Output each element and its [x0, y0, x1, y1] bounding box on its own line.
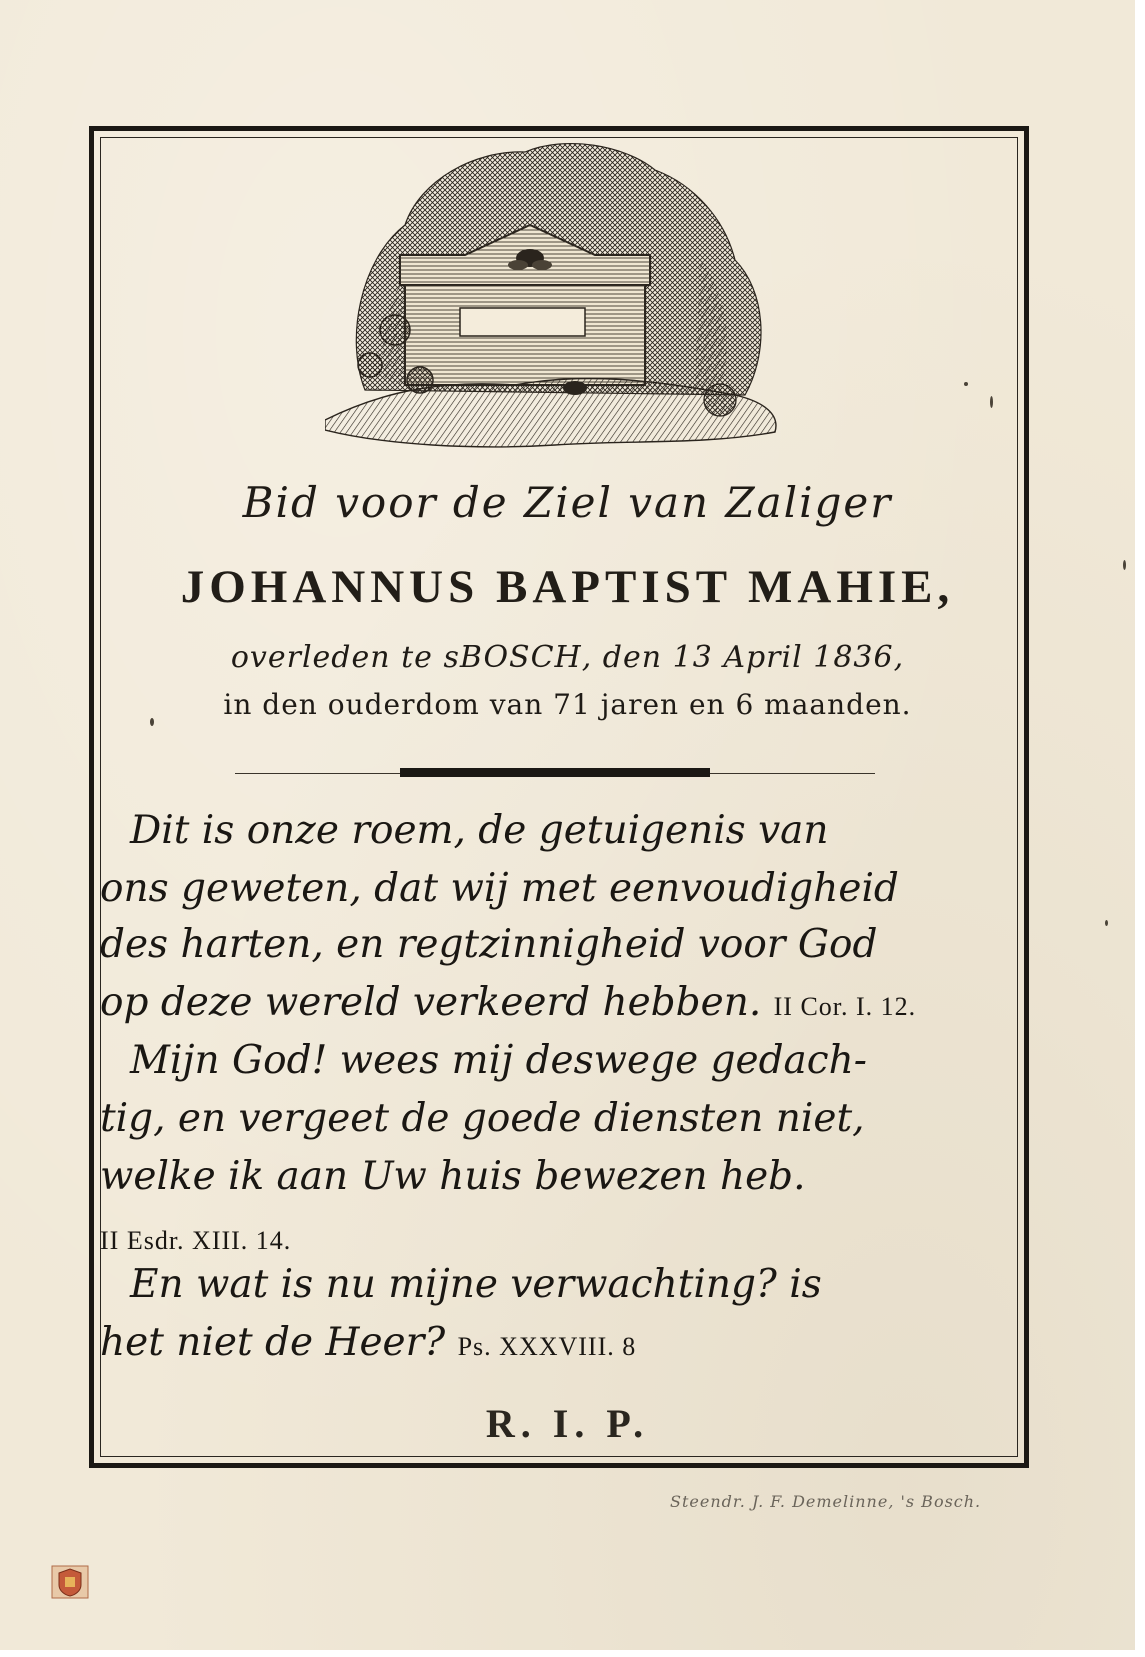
scripture-reference: II Esdr. XIII. 14. [100, 1226, 292, 1255]
paper-speck [1105, 920, 1108, 926]
verse-line: Dit is onze roem, de getuigenis van [130, 808, 829, 853]
separator-thick-rule [400, 768, 710, 777]
tomb-vignette-illustration [325, 140, 795, 470]
intro-line: Bid voor de Ziel van Zaliger [242, 478, 893, 527]
verse-line: En wat is nu mijne verwachting? is [130, 1262, 822, 1307]
verse-line: des harten, en regtzinnigheid voor God [100, 922, 878, 967]
verse-line [100, 1214, 1030, 1259]
death-date-line: overleden te sBOSCH, den 13 April 1836, [230, 640, 905, 675]
scripture-reference: II Cor. I. 12. [773, 992, 917, 1021]
deceased-name: JOHANNUS BAPTIST MAHIE, [180, 561, 955, 613]
archive-stamp-icon [51, 1565, 89, 1599]
paper-speck [990, 396, 993, 408]
paper-speck [150, 718, 154, 726]
scripture-reference: Ps. XXXVIII. 8 [457, 1332, 637, 1361]
verse-line: op deze wereld verkeerd hebben. II Cor. I. 12. [100, 980, 917, 1025]
verse-line: welke ik aan Uw huis bewezen heb. [100, 1154, 806, 1199]
paper-speck [964, 382, 968, 386]
age-line: in den ouderdom van 71 jaren en 6 maanden. [223, 688, 912, 721]
paper-speck [1123, 560, 1126, 570]
rip-line: R. I. P. [485, 1401, 650, 1446]
verse-line: ons geweten, dat wij met eenvoudigheid [100, 866, 899, 911]
verse-line: tig, en vergeet de goede diensten niet, [100, 1096, 865, 1141]
printer-credit: Steendr. J. F. Demelinne, 's Bosch. [670, 1492, 982, 1511]
verse-line: het niet de Heer? Ps. XXXVIII. 8 [100, 1320, 637, 1365]
verse-line: Mijn God! wees mij deswege gedach- [130, 1038, 867, 1083]
